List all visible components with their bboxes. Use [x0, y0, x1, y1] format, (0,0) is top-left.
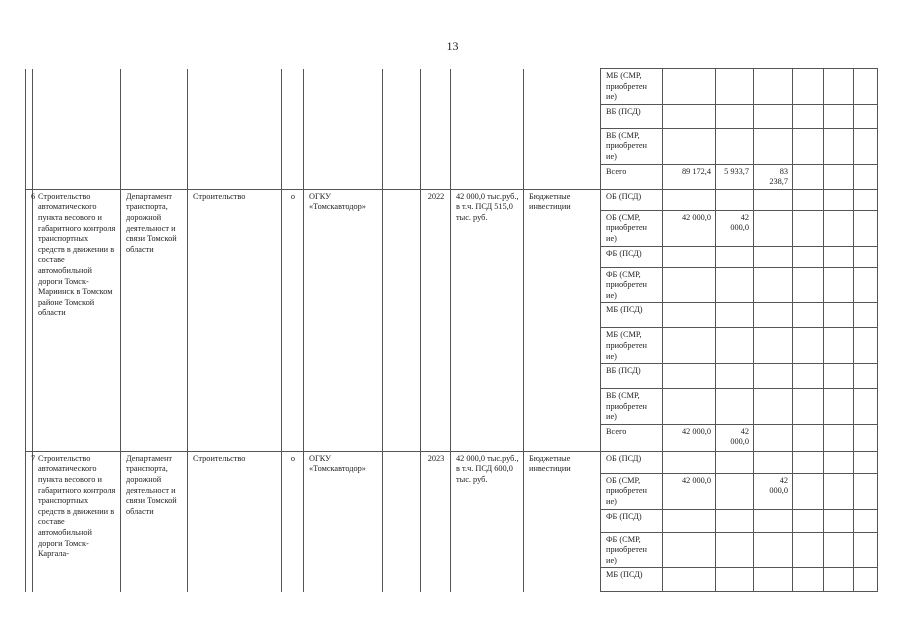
empty-cell	[824, 473, 854, 509]
year2-amount	[754, 389, 793, 425]
empty-cell	[824, 568, 854, 592]
year1-amount	[716, 389, 754, 425]
year2-amount	[754, 189, 793, 210]
funding-source: ФБ (ПСД)	[601, 509, 663, 532]
funding-source: МБ (ПСД)	[601, 568, 663, 592]
year2-amount	[754, 104, 793, 128]
empty-cell	[854, 128, 878, 164]
empty-cell	[824, 509, 854, 532]
project-name: Строительство автоматического пункта весового и габаритного контроля транспортных средств в движении в составе автомобильной дороги Томск-Каргала-	[33, 451, 121, 592]
empty-cell	[824, 246, 854, 267]
funding-source: Всего	[601, 164, 663, 189]
year2-amount	[754, 364, 793, 389]
empty-cell	[793, 267, 824, 303]
total-amount	[663, 104, 716, 128]
project-number: 7	[26, 451, 33, 592]
continued-cell	[451, 69, 524, 190]
year1-amount	[716, 509, 754, 532]
year2-amount	[754, 328, 793, 364]
total-amount	[663, 364, 716, 389]
empty-cell	[824, 189, 854, 210]
empty-cell	[854, 246, 878, 267]
empty-cell	[854, 364, 878, 389]
empty-cell	[824, 389, 854, 425]
empty-cell	[824, 164, 854, 189]
empty-cell	[793, 364, 824, 389]
project-name: Строительство автоматического пункта весового и габаритного контроля транспортных средств в движении в составе автомобильной дороги Томск-Мариинск в Томском районе Томской области	[33, 189, 121, 451]
empty-cell	[854, 267, 878, 303]
year2-amount	[754, 267, 793, 303]
total-amount: 42 000,0	[663, 210, 716, 246]
empty-cell	[383, 189, 421, 451]
empty-cell	[824, 128, 854, 164]
year2-amount	[754, 210, 793, 246]
total-amount	[663, 246, 716, 267]
total-amount	[663, 267, 716, 303]
year2-amount	[754, 532, 793, 568]
empty-cell	[824, 451, 854, 473]
year2-amount	[754, 509, 793, 532]
year1-amount: 42 000,0	[716, 424, 754, 451]
empty-cell	[824, 364, 854, 389]
empty-cell	[854, 189, 878, 210]
funding-source: МБ (СМР, приобретен ие)	[601, 328, 663, 364]
year2-amount	[754, 69, 793, 105]
total-amount	[663, 451, 716, 473]
empty-cell	[854, 164, 878, 189]
year2-amount	[754, 568, 793, 592]
empty-cell	[793, 189, 824, 210]
total-amount	[663, 128, 716, 164]
total-amount: 42 000,0	[663, 473, 716, 509]
empty-cell	[793, 532, 824, 568]
total-amount	[663, 328, 716, 364]
total-amount	[663, 303, 716, 328]
year2-amount: 83 238,7	[754, 164, 793, 189]
year: 2023	[421, 451, 451, 592]
year1-amount: 5 933,7	[716, 164, 754, 189]
funding-source: ВБ (СМР, приобретен ие)	[601, 128, 663, 164]
department: Департамент транспорта, дорожной деятельност и связи Томской области	[121, 451, 188, 592]
continued-cell	[188, 69, 282, 190]
year1-amount	[716, 451, 754, 473]
empty-cell	[793, 568, 824, 592]
project-number: 6	[26, 189, 33, 451]
year1-amount	[716, 69, 754, 105]
empty-cell	[383, 451, 421, 592]
continued-cell	[121, 69, 188, 190]
total-amount	[663, 69, 716, 105]
year1-amount	[716, 267, 754, 303]
customer: ОГКУ «Томскавтодор»	[304, 189, 383, 451]
empty-cell	[824, 303, 854, 328]
year1-amount	[716, 303, 754, 328]
empty-cell	[854, 473, 878, 509]
department: Департамент транспорта, дорожной деятельност и связи Томской области	[121, 189, 188, 451]
year2-amount	[754, 424, 793, 451]
funding-source: Всего	[601, 424, 663, 451]
empty-cell	[793, 424, 824, 451]
funding-source: ОБ (СМР, приобретен ие)	[601, 210, 663, 246]
empty-cell	[854, 210, 878, 246]
mark: о	[282, 451, 304, 592]
empty-cell	[854, 328, 878, 364]
funding-source: ВБ (ПСД)	[601, 364, 663, 389]
empty-cell	[854, 69, 878, 105]
table-row	[26, 69, 878, 105]
table-body	[26, 69, 878, 592]
funding-source: ОБ (СМР, приобретен ие)	[601, 473, 663, 509]
year1-amount	[716, 364, 754, 389]
continued-cell	[33, 69, 121, 190]
empty-cell	[854, 451, 878, 473]
year2-amount	[754, 303, 793, 328]
cost: 42 000,0 тыс.руб., в т.ч. ПСД 600,0 тыс. руб.	[451, 451, 524, 592]
empty-cell	[793, 473, 824, 509]
total-amount	[663, 189, 716, 210]
continued-cell	[26, 69, 33, 190]
year1-amount	[716, 473, 754, 509]
total-amount	[663, 389, 716, 425]
table-row	[26, 451, 878, 473]
empty-cell	[824, 532, 854, 568]
funding-source: МБ (СМР, приобретен ие)	[601, 69, 663, 105]
year2-amount	[754, 128, 793, 164]
empty-cell	[793, 328, 824, 364]
funding-source: МБ (ПСД)	[601, 303, 663, 328]
page-number: 13	[446, 39, 459, 53]
empty-cell	[854, 104, 878, 128]
empty-cell	[793, 451, 824, 473]
empty-cell	[793, 104, 824, 128]
funding-source: ВБ (ПСД)	[601, 104, 663, 128]
empty-cell	[793, 303, 824, 328]
continued-cell	[421, 69, 451, 190]
year1-amount	[716, 532, 754, 568]
total-amount: 42 000,0	[663, 424, 716, 451]
funding-source: ОБ (ПСД)	[601, 451, 663, 473]
empty-cell	[793, 246, 824, 267]
investment-form: Бюджетные инвестиции	[524, 451, 601, 592]
total-amount: 89 172,4	[663, 164, 716, 189]
empty-cell	[793, 128, 824, 164]
empty-cell	[793, 509, 824, 532]
year1-amount: 42 000,0	[716, 210, 754, 246]
empty-cell	[824, 328, 854, 364]
investment-table	[25, 68, 878, 592]
work-type: Строительство	[188, 451, 282, 592]
continued-cell	[304, 69, 383, 190]
continued-cell	[383, 69, 421, 190]
funding-source: ВБ (СМР, приобретен ие)	[601, 389, 663, 425]
total-amount	[663, 509, 716, 532]
empty-cell	[793, 210, 824, 246]
funding-source: ОБ (ПСД)	[601, 189, 663, 210]
empty-cell	[824, 104, 854, 128]
year1-amount	[716, 568, 754, 592]
empty-cell	[824, 424, 854, 451]
mark: о	[282, 189, 304, 451]
continued-cell	[524, 69, 601, 190]
work-type: Строительство	[188, 189, 282, 451]
year2-amount	[754, 246, 793, 267]
funding-source: ФБ (СМР, приобретен ие)	[601, 267, 663, 303]
empty-cell	[793, 69, 824, 105]
empty-cell	[824, 267, 854, 303]
empty-cell	[793, 164, 824, 189]
investment-form: Бюджетные инвестиции	[524, 189, 601, 451]
cost: 42 000,0 тыс.руб., в т.ч. ПСД 515,0 тыс. руб.	[451, 189, 524, 451]
empty-cell	[854, 389, 878, 425]
empty-cell	[854, 532, 878, 568]
year1-amount	[716, 246, 754, 267]
year2-amount: 42 000,0	[754, 473, 793, 509]
empty-cell	[854, 424, 878, 451]
empty-cell	[854, 568, 878, 592]
continued-cell	[282, 69, 304, 190]
empty-cell	[854, 509, 878, 532]
empty-cell	[824, 210, 854, 246]
year: 2022	[421, 189, 451, 451]
year1-amount	[716, 128, 754, 164]
empty-cell	[854, 303, 878, 328]
table-row	[26, 189, 878, 210]
year1-amount	[716, 328, 754, 364]
empty-cell	[793, 389, 824, 425]
funding-source: ФБ (СМР, приобретен ие)	[601, 532, 663, 568]
year1-amount	[716, 104, 754, 128]
funding-source: ФБ (ПСД)	[601, 246, 663, 267]
empty-cell	[824, 69, 854, 105]
year2-amount	[754, 451, 793, 473]
total-amount	[663, 532, 716, 568]
total-amount	[663, 568, 716, 592]
year1-amount	[716, 189, 754, 210]
customer: ОГКУ «Томскавтодор»	[304, 451, 383, 592]
